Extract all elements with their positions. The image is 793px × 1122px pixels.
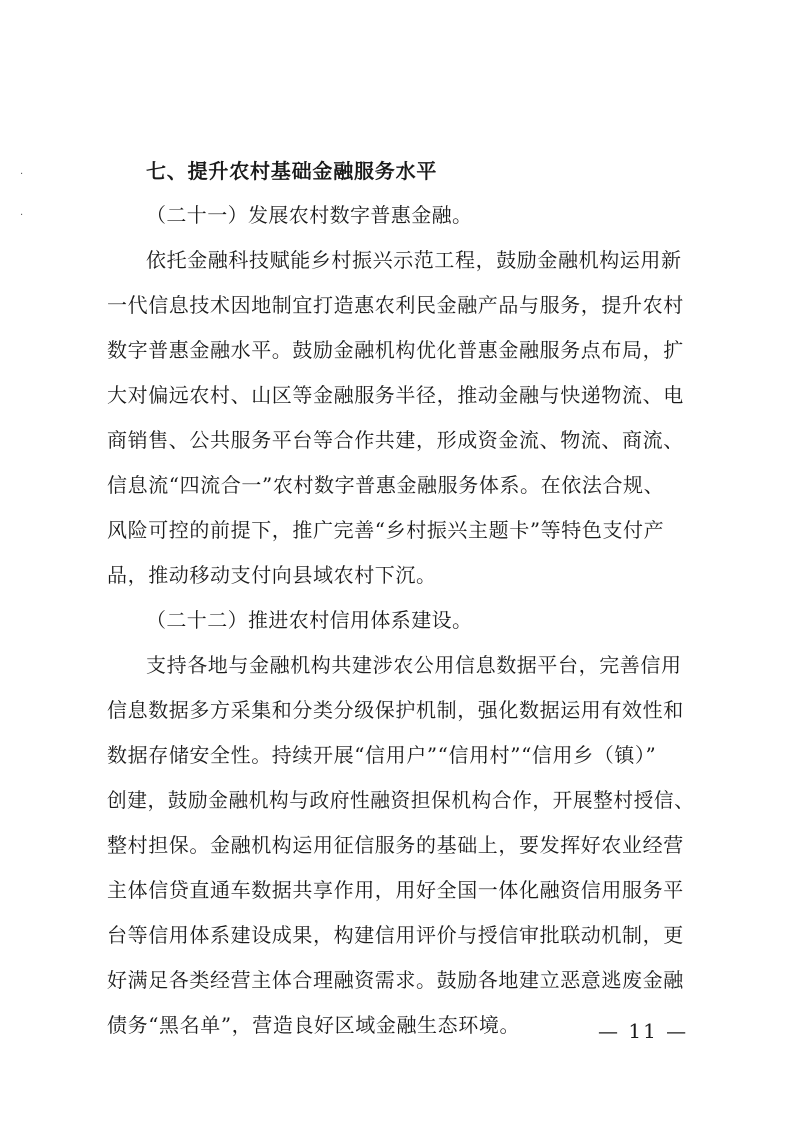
subsection-title: （二十二）推进农村信用体系建设。 [146,608,473,632]
paragraph-line: 商销售、公共服务平台等合作共建，形成资金流、物流、商流、 [107,428,684,452]
paragraph-line: 支持各地与金融机构共建涉农公用信息数据平台，完善信用 [146,653,682,677]
page-number: — 11 — [598,1019,689,1043]
section-heading: 七、提升农村基础金融服务水平 [146,159,438,183]
paragraph-line: 好满足各类经营主体合理融资需求。鼓励各地建立恶意逃废金融 [107,968,684,992]
paragraph-line: 创建，鼓励金融机构与政府性融资担保机构合作，开展整村授信、 [107,788,695,812]
paragraph-line: 信息数据多方采集和分类分级保护机制，强化数据运用有效性和 [107,698,684,722]
margin-mark: · [20,210,24,221]
paragraph-line: 整村担保。金融机构运用征信服务的基础上，要发挥好农业经营 [107,833,684,857]
paragraph-line: 台等信用体系建设成果，构建信用评价与授信审批联动机制，更 [107,923,684,947]
paragraph-line: 信息流“四流合一”农村数字普惠金融服务体系。在依法合规、 [107,473,665,497]
paragraph-line: 债务“黑名单”，营造良好区域金融生态环境。 [107,1013,521,1037]
paragraph-line: 主体信贷直通车数据共享作用，用好全国一体化融资信用服务平 [107,878,684,902]
margin-mark: · [20,169,24,180]
paragraph-line: 风险可控的前提下，推广完善“乡村振兴主题卡”等特色支付产 [107,518,665,542]
subsection-title: （二十一）发展农村数字普惠金融。 [146,203,473,227]
paragraph-line: 大对偏远农村、山区等金融服务半径，推动金融与快递物流、电 [107,383,684,407]
paragraph-line: 数字普惠金融水平。鼓励金融机构优化普惠金融服务点布局，扩 [107,338,684,362]
paragraph-line: 品，推动移动支付向县域农村下沉。 [107,563,437,587]
paragraph-line: 一代信息技术因地制宜打造惠农利民金融产品与服务，提升农村 [107,293,684,317]
paragraph-line: 数据存储安全性。持续开展“信用户”“信用村”“信用乡（镇）” [107,743,657,767]
paragraph-line: 依托金融科技赋能乡村振兴示范工程，鼓励金融机构运用新 [146,248,682,272]
